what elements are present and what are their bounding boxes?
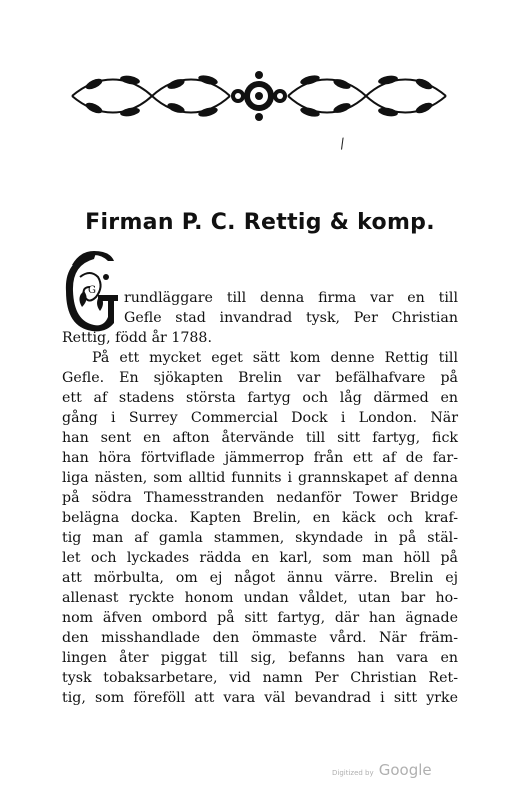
google-brand: Google (378, 761, 432, 779)
chapter-title: Firman P. C. Rettig & komp. (85, 210, 435, 235)
body-line: Rettig, född år 1788. (62, 330, 212, 346)
dropcap-letter (60, 247, 120, 333)
body-line: den misshandlade den ömmaste vård. När främ- (62, 630, 458, 646)
body-line: På ett mycket eget sätt kom denne Rettig till (92, 350, 458, 366)
body-line: tig man af gamla stammen, skyndade in på stäl- (62, 530, 458, 546)
body-line: liga nästen, som alltid funnits i grannskapet af denna (62, 470, 458, 486)
body-line: ett af stadens största fartyg och låg därmed en (62, 390, 458, 406)
body-line: nom äfven ombord på sitt fartyg, där han ägnade (62, 610, 458, 626)
body-line: rundläggare till denna firma var en till (124, 290, 458, 306)
body-line: att mörbulta, om ej något ännu värre. Brelin ej (62, 570, 458, 586)
body-line: tig, som föreföll att vara väl bevandrad i sitt yrke (62, 690, 458, 706)
digitized-watermark (332, 760, 432, 779)
body-line: tysk tobaksarbetare, vid namn Per Christian Ret- (62, 670, 458, 686)
body-line: Gefle. En sjökapten Brelin var befälhafvare på (62, 370, 458, 386)
stray-mark: / (338, 135, 347, 153)
body-line: allenast ryckte honom undan våldet, utan bar ho- (62, 590, 458, 606)
body-line: let och lyckades rädda en karl, som man höll på (62, 550, 458, 566)
body-line: belägna docka. Kapten Brelin, en käck och kraf- (62, 510, 458, 526)
floral-ornament-band (68, 68, 450, 124)
svg-text:G: G (88, 285, 96, 296)
body-line: på södra Thamesstranden nedanför Tower Bridge (62, 490, 458, 506)
body-line: han höra förtviflade jämmerrop från ett af de far- (62, 450, 458, 466)
body-line: Gefle stad invandrad tysk, Per Christian (124, 310, 458, 326)
body-line: gång i Surrey Commercial Dock i London. När (62, 410, 458, 426)
digitized-label: Digitized by (332, 769, 374, 777)
body-line: han sent en afton återvände till sitt fartyg, fick (62, 430, 458, 446)
body-line: lingen åter piggat till sig, befanns han vara en (62, 650, 458, 666)
